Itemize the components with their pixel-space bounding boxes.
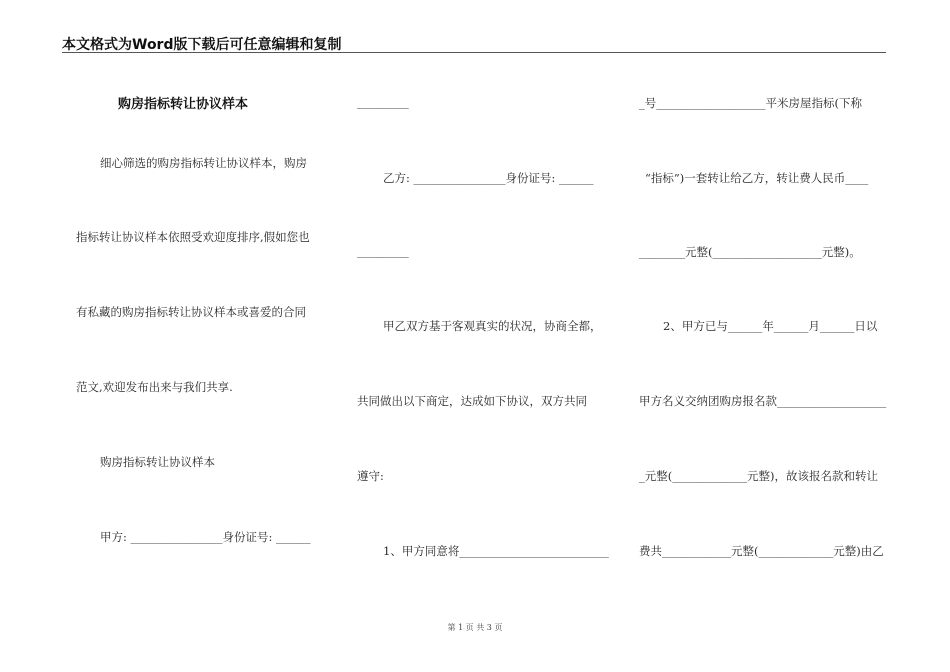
col3-line-6: _元整(_____________元整)，故该报名款和转让: [639, 469, 878, 483]
col1-line-3: 有私藏的购房指标转让协议样本或喜爱的合同: [76, 305, 306, 319]
page-header: 本文格式为Word版下载后可任意编辑和复制: [62, 37, 342, 53]
col3-line-4: 2、甲方已与______年______月______日以: [663, 319, 878, 333]
col3-line-5: 甲方名义交纳团购房报名款___________________: [639, 394, 887, 408]
col2-line-3: _________: [357, 244, 409, 258]
col1-line-5: 购房指标转让协议样本: [100, 455, 215, 469]
col2-line-4: 甲乙双方基于客观真实的状况，协商全都，: [383, 319, 602, 333]
col2-line-2: 乙方: ________________身份证号: ______: [383, 171, 594, 185]
col3-line-3: ________元整(___________________元整)。: [639, 245, 861, 259]
page-number: 第 1 页 共 3 页: [447, 623, 503, 632]
col3-line-2: “指标”)一套转让给乙方，转让费人民币____: [645, 171, 869, 185]
col2-line-7: 1、甲方同意将__________________________: [383, 544, 609, 558]
col1-line-6: 甲方: ________________身份证号: ______: [100, 530, 311, 544]
col2-line-5: 共同做出以下商定，达成如下协议，双方共同: [357, 394, 587, 408]
document-title: 购房指标转让协议样本: [118, 97, 249, 112]
col3-line-7: 费共____________元整(_____________元整)由乙: [639, 544, 884, 558]
col2-line-6: 遵守:: [357, 469, 384, 483]
col3-line-1: _号___________________平米房屋指标(下称: [639, 96, 862, 110]
col1-line-4: 范文,欢迎发布出来与我们共享.: [76, 380, 233, 394]
col1-line-2: 指标转让协议样本依照受欢迎度排序,假如您也: [76, 230, 310, 244]
col1-line-1: 细心筛选的购房指标转让协议样本，购房: [100, 156, 307, 170]
header-divider: [62, 52, 886, 53]
col2-line-1: _________: [357, 95, 409, 109]
